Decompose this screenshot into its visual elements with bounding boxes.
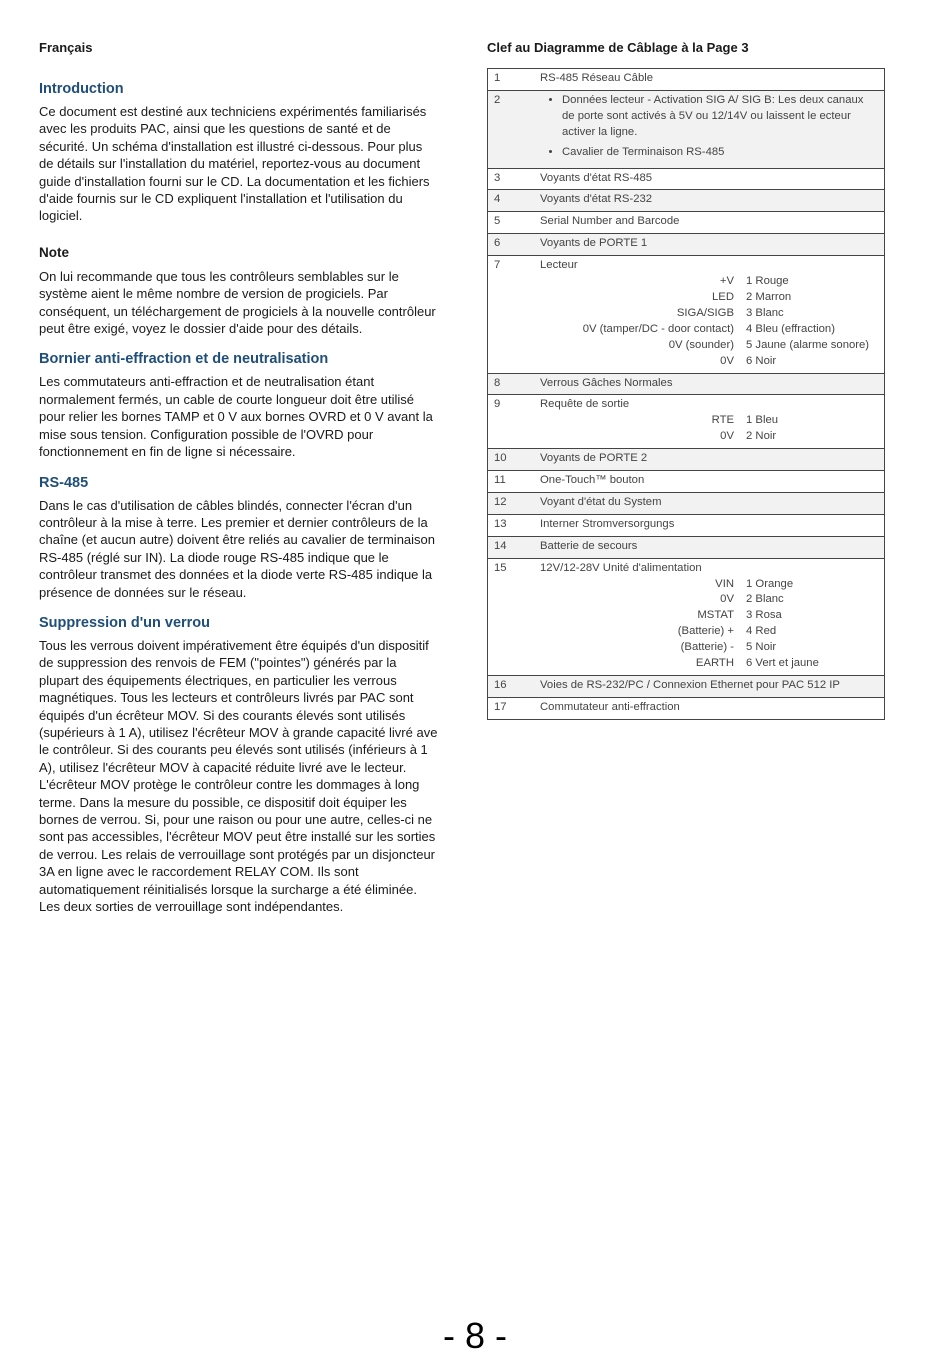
- page-number: - 8 -: [442, 1315, 507, 1356]
- row-description: Lecteur: [540, 259, 578, 272]
- row-description: Voyants d'état RS-232: [540, 193, 653, 206]
- pin-label: (Batterie) +: [677, 625, 734, 638]
- pin-label: VIN: [715, 577, 734, 590]
- suppression-text: Tous les verrous doivent impérativement être équipés d'un dispositif de suppression des renvois de FEM ("pointes") générés par la plupart des équipements électriques, en particulier les verrous magnétiques. Tous les lecteurs et contrôleurs livrés par PAC sont équipés d'un écrêteur MOV. Si des courants élevés sont utilisés (supérieurs à 1 A), utilisez l'écrêteur MOV à grande capacité livré ave le contrôleur. Si des courants peu élevés sont utilisés (inférieurs à 1 A), utilisez l'écrêteur MOV à capacité réduite livré ave le lecteur. L'écrêteur MOV protège le contrôleur contre les dommages à long terme. Dans la mesure du possible, ce dispositif doit équiper les bornes de verrou. Si, pour une raison ou pour une autre, celles-ci ne sont pas accessibles, l'écrêteur MOV peut être installé sur les sorties de verrou. Les relais de verrouillage sont protégés par un disjoncteur 3A en ligne avec le raccordement RELAY COM. Ils sont automatiquement réinitialisés lorsque la surcharge a été éliminée. Les deux sorties de verrouillage sont indépendantes.: [39, 637, 438, 915]
- row-number: 8: [494, 376, 501, 389]
- row-description-cell: [536, 493, 884, 514]
- row-description: Verrous Gâches Normales: [540, 376, 673, 389]
- pin-wire-color: 1 Bleu: [746, 414, 779, 427]
- row-description-cell: [536, 559, 884, 675]
- row-description-cell: [536, 515, 884, 536]
- pin-label: EARTH: [695, 657, 734, 670]
- pin-wire-color: 6 Noir: [746, 354, 777, 367]
- row-description-cell: [536, 374, 884, 395]
- table-row: [488, 69, 884, 91]
- pin-wire-color: 4 Bleu (effraction): [746, 322, 835, 335]
- table-row: [488, 449, 884, 471]
- pin-label: 0V: [720, 593, 734, 606]
- table-row: [488, 256, 884, 373]
- row-number: 1: [494, 72, 501, 84]
- row-description: Voyant d'état du System: [540, 495, 662, 508]
- row-number: 12: [494, 495, 507, 508]
- pin-label: (Batterie) -: [680, 641, 734, 654]
- row-description-cell: [536, 234, 884, 255]
- row-description: Voyants de PORTE 2: [540, 452, 648, 465]
- note-heading: Note: [39, 244, 69, 260]
- row-description-cell: [536, 537, 884, 558]
- table-row: [488, 676, 884, 698]
- pin-row: [540, 577, 878, 593]
- pin-row: [540, 354, 878, 370]
- language-label: Français: [39, 40, 93, 55]
- row-number: 11: [494, 474, 506, 487]
- row-description-cell: [536, 91, 884, 168]
- table-row: [488, 91, 884, 169]
- pin-label: 0V: [720, 354, 734, 367]
- pin-row: [540, 608, 878, 624]
- row-description: Voies de RS-232/PC / Connexion Ethernet pour PAC 512 IP: [540, 679, 840, 691]
- table-row: [488, 537, 884, 559]
- row-description-cell: [536, 698, 884, 719]
- row-number: 14: [494, 539, 507, 552]
- pin-wire-color: 3 Blanc: [746, 306, 784, 319]
- pin-list: [540, 413, 878, 445]
- pin-label: LED: [712, 290, 734, 303]
- row-number: 10: [494, 452, 507, 465]
- pin-row: [540, 322, 878, 338]
- row-number: 4: [494, 193, 501, 206]
- row-number: 2: [494, 93, 501, 106]
- row-description: One-Touch™ bouton: [540, 474, 645, 487]
- pin-row: [540, 413, 878, 429]
- table-row: [488, 471, 884, 493]
- pin-label: 0V (sounder): [668, 338, 734, 351]
- pin-wire-color: 5 Jaune (alarme sonore): [746, 338, 870, 351]
- row-description-cell: [536, 69, 884, 90]
- table-row: [488, 559, 884, 676]
- pin-wire-color: 1 Rouge: [746, 275, 789, 288]
- row-description-cell: [536, 190, 884, 211]
- row-description-cell: [536, 169, 884, 190]
- pin-wire-color: 6 Vert et jaune: [746, 657, 819, 670]
- pin-row: [540, 640, 878, 656]
- table-row: [488, 374, 884, 396]
- row-number: 16: [494, 679, 507, 691]
- row-description-cell: [536, 256, 884, 372]
- table-row: [488, 515, 884, 537]
- pin-label: 0V (tamper/DC - door contact): [582, 322, 734, 335]
- pin-row: [540, 306, 878, 322]
- bullet-list: [540, 93, 878, 161]
- suppression-heading: Suppression d'un verrou: [39, 614, 211, 631]
- row-number: 3: [494, 171, 501, 184]
- row-description-cell: [536, 212, 884, 233]
- pin-row: [540, 290, 878, 306]
- pin-row: [540, 274, 878, 290]
- pin-label: MSTAT: [697, 609, 734, 622]
- row-description: Serial Number and Barcode: [540, 215, 680, 228]
- row-description-cell: [536, 395, 884, 448]
- row-number: 15: [494, 561, 507, 574]
- left-column: [39, 80, 439, 934]
- pin-wire-color: 3 Rosa: [746, 609, 782, 622]
- pin-row: [540, 656, 878, 672]
- introduction-text: Ce document est destiné aux techniciens expérimentés familiarisés avec les produits PAC, ainsi que les questions de santé et de sécurité. Un schéma d'installation est illustré ci-dessous. Pour plus de détails sur l'installation du matériel, reportez-vous au document guide d'installation fourni sur le CD. La documentation et les fichiers d'aide fournis sur le CD expliquent l'installation et l'utilisation du logiciel.: [39, 104, 430, 224]
- pin-label: +V: [719, 275, 734, 288]
- bullet-item: • Données lecteur - Activation SIG A/ SIG B: Les deux canaux de porte sont activés à 5V ou 12/14V ou laissent le ecteur activer la ligne.: [562, 93, 878, 141]
- row-description: Batterie de secours: [540, 539, 638, 552]
- wiring-key-title: Clef au Diagramme de Câblage à la Page 3: [487, 40, 749, 55]
- tamper-text: Les commutateurs anti-effraction et de neutralisation étant normalement fermés, un cable de courte longueur doit être utilisé pour relier les bornes TAMP et 0 V aux bornes OVRD et 0 V avant la mise sous tension. Configuration possible de l'OVRD pour fonctionnement en fin de ligne si nécessaire.: [39, 374, 433, 460]
- pin-row: [540, 592, 878, 608]
- table-row: [488, 395, 884, 449]
- bullet-item: • Cavalier de Terminaison RS-485: [562, 145, 878, 161]
- row-description-cell: [536, 471, 884, 492]
- pin-label: RTE: [711, 414, 734, 427]
- row-description: RS-485 Réseau Câble: [540, 72, 654, 84]
- pin-wire-color: 2 Blanc: [746, 593, 784, 606]
- table-row: [488, 190, 884, 212]
- row-description: Requête de sortie: [540, 398, 630, 411]
- table-row: [488, 493, 884, 515]
- pin-label: 0V: [720, 430, 734, 443]
- row-number: 7: [494, 259, 501, 272]
- table-row: [488, 169, 884, 191]
- row-description: 12V/12-28V Unité d'alimentation: [540, 561, 702, 574]
- pin-label: SIGA/SIGB: [676, 306, 734, 319]
- pin-wire-color: 1 Orange: [746, 577, 794, 590]
- row-number: 9: [494, 398, 501, 411]
- tamper-heading: Bornier anti-effraction et de neutralisation: [39, 351, 329, 368]
- table-row: [488, 234, 884, 256]
- introduction-heading: Introduction: [39, 81, 124, 97]
- rs485-heading: RS-485: [39, 474, 89, 491]
- pin-wire-color: 2 Marron: [746, 290, 792, 303]
- row-number: 5: [494, 215, 501, 228]
- table-row: [488, 698, 884, 719]
- row-description: Voyants de PORTE 1: [540, 237, 648, 250]
- wiring-key-table: [487, 68, 885, 720]
- row-number: 6: [494, 237, 501, 250]
- pin-row: [540, 624, 878, 640]
- pin-row: [540, 429, 878, 445]
- pin-wire-color: 2 Noir: [746, 430, 777, 443]
- row-number: 17: [494, 700, 507, 713]
- row-description: Interner Stromversorgungs: [540, 517, 675, 530]
- note-text: On lui recommande que tous les contrôleurs semblables sur le système aient le même nombre de version de progiciels. Par conséquent, un téléchargement de progiciels à la nouvelle contrôleur peut être exigé, voyez le dossier d'aide pour des détails.: [39, 268, 436, 337]
- pin-wire-color: 5 Noir: [746, 641, 777, 654]
- pin-list: [540, 274, 878, 369]
- row-description: Voyants d'état RS-485: [540, 171, 653, 184]
- rs485-text: Dans le cas d'utilisation de câbles blindés, connecter l'écran d'un contrôleur à la mise à terre. Les premier et dernier contrôleurs de la chaîne (et aucun autre) doivent être reliés au cavalier de terminaison RS-485 (réglé sur IN). La diode rouge RS-485 indique que le contrôleur transmet des données et la diode verte RS-485 indique la présence de données sur le réseau.: [39, 497, 435, 600]
- row-description-cell: [536, 449, 884, 470]
- row-number: 13: [494, 517, 507, 530]
- row-description: Commutateur anti-effraction: [540, 700, 680, 713]
- pin-row: [540, 338, 878, 354]
- row-description-cell: [536, 676, 884, 697]
- table-row: [488, 212, 884, 234]
- pin-wire-color: 4 Red: [746, 625, 777, 638]
- pin-list: [540, 577, 878, 672]
